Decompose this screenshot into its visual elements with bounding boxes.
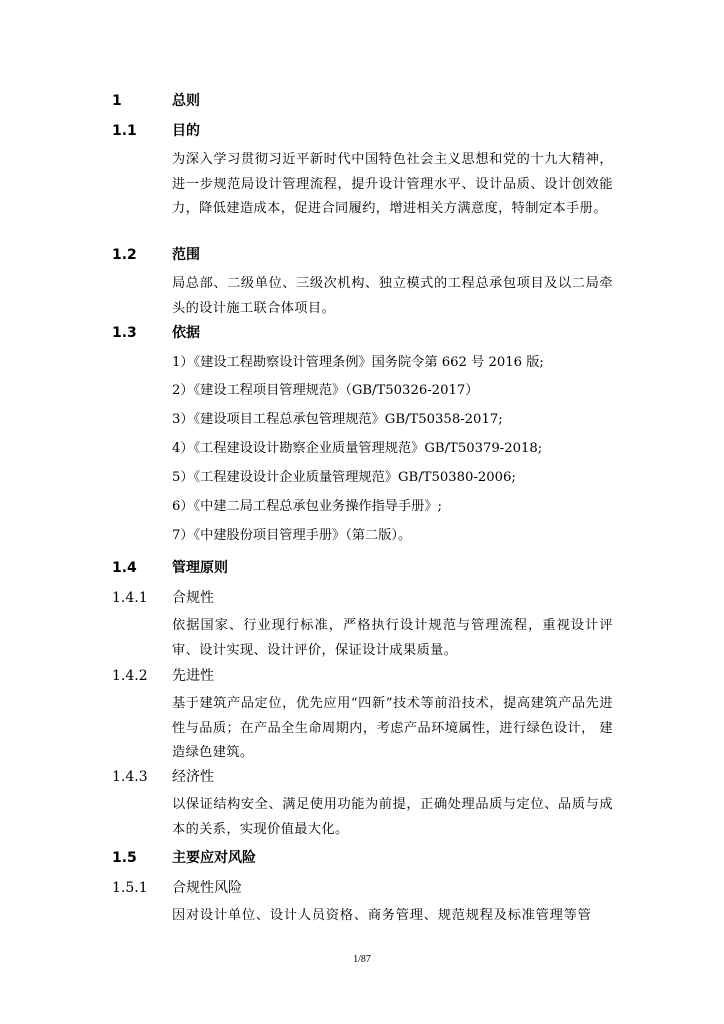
section-title: 管理原则 xyxy=(172,560,228,576)
page-number: 1/87 xyxy=(353,954,371,965)
paragraph-purpose: 为深入学习贯彻习近平新时代中国特色社会主义思想和党的十九大精神，进一步规范局设计管理流程，提升设计管理水平、设计品质、设计创效能力，降低建造成本，促进合同履约，增进相关方满意度，特制定本手册。 xyxy=(172,152,613,216)
paragraph-economy: 以保证结构安全、满足使用功能为前提，正确处理品质与定位、品质与成本的关系，实现价值最大化。 xyxy=(172,797,613,837)
section-title: 目的 xyxy=(172,123,200,139)
section-number: 1.4 xyxy=(112,560,137,576)
section-number: 1.1 xyxy=(112,123,137,139)
reference-item: 7）《中建股份项目管理手册》（第二版）。 xyxy=(172,528,412,543)
section-title: 先进性 xyxy=(172,668,214,684)
section-title: 依据 xyxy=(172,325,200,341)
reference-item: 4）《工程建设设计勘察企业质量管理规范》GB/T50379-2018; xyxy=(172,441,543,456)
section-number: 1.3 xyxy=(112,325,137,341)
section-number: 1.4.2 xyxy=(112,668,148,684)
reference-item: 1）《建设工程勘察设计管理条例》国务院令第 662 号 2016 版; xyxy=(172,355,544,370)
section-number: 1.4.1 xyxy=(112,590,148,606)
section-title: 合规性风险 xyxy=(172,880,242,896)
section-title: 主要应对风险 xyxy=(172,850,256,866)
paragraph-scope: 局总部、二级单位、三级次机构、独立模式的工程总承包项目及以二局牵头的设计施工联合体项目。 xyxy=(172,276,613,316)
section-number: 1.5 xyxy=(112,850,137,866)
section-title: 总则 xyxy=(172,93,200,109)
section-number: 1 xyxy=(112,93,122,109)
reference-item: 2）《建设工程项目管理规范》（GB/T50326-2017） xyxy=(172,383,479,398)
paragraph-compliance: 依据国家、行业现行标准，严格执行设计规范与管理流程，重视设计评审、设计实现、设计评价，保证设计成果质量。 xyxy=(172,618,613,658)
section-title: 合规性 xyxy=(172,590,214,606)
section-title: 范围 xyxy=(172,247,200,263)
paragraph-advancement: 基于建筑产品定位，优先应用“四新”技术等前沿技术，提高建筑产品先进性与品质；在产品全生命周期内，考虑产品环境属性，进行绿色设计， 建造绿色建筑。 xyxy=(172,696,613,760)
section-title: 经济性 xyxy=(172,769,214,785)
reference-item: 3）《建设项目工程总承包管理规范》GB/T50358-2017; xyxy=(172,412,503,427)
section-number: 1.5.1 xyxy=(112,880,148,896)
paragraph-compliance-risk: 因对设计单位、设计人员资格、商务管理、规范规程及标准管理等管 xyxy=(172,908,592,923)
reference-item: 5）《工程建设设计企业质量管理规范》GB/T50380-2006; xyxy=(172,470,516,485)
reference-item: 6）《中建二局工程总承包业务操作指导手册》; xyxy=(172,499,442,514)
section-number: 1.2 xyxy=(112,247,137,263)
section-number: 1.4.3 xyxy=(112,769,148,785)
